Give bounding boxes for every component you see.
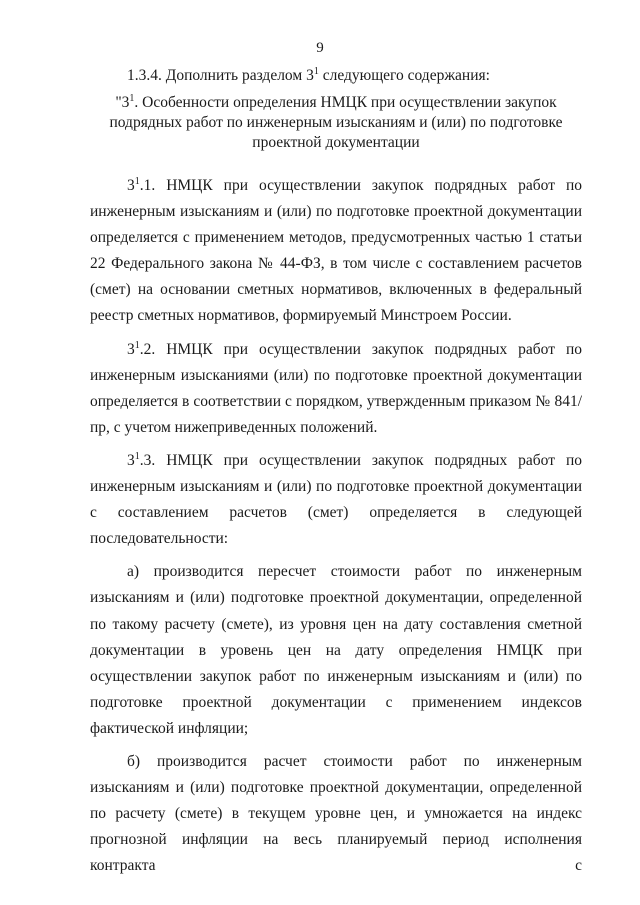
- intro-prefix: 1.3.4. Дополнить разделом 3: [127, 67, 314, 84]
- paragraph-superscript: 1: [134, 339, 140, 351]
- paragraph-text: .2. НМЦК при осуществлении закупок подрядных работ по инженерным изысканиями (или) по подготовке проектной документации определяется в соответствии с порядком, утвержденным приказом № 841/пр, с учетом нижеприведенных положений.: [90, 340, 582, 436]
- paragraph-text: .1. НМЦК при осуществлении закупок подрядных работ по инженерным изысканиям и (или) по подготовке проектной документации определяется с применением методов, предусмотренных частью 1 статьи 22 Федерального закона № 44-ФЗ, в том числе с составлением расчетов (смет) на основании сметных нормативов, включенных в федеральный реестр сметных нормативов, формируемый Минстроем России.: [90, 177, 582, 325]
- paragraph-number: 3: [127, 177, 135, 194]
- heading-prefix: "3: [115, 94, 130, 111]
- section-heading: [90, 93, 582, 153]
- paragraph-superscript: 1: [134, 450, 140, 462]
- paragraph-3-1-2: [90, 337, 582, 441]
- paragraph-text: .3. НМЦК при осуществлении закупок подрядных работ по инженерным изысканиям и (или) по подготовке проектной документации с составлением расчетов (смет) определяется в следующей последовательности:: [90, 451, 582, 548]
- paragraph-3-1-3: [90, 448, 582, 552]
- intro-suffix: следующего содержания:: [318, 67, 490, 84]
- paragraph-superscript: 1: [134, 176, 140, 187]
- page-number: 9: [316, 40, 324, 56]
- paragraph-item-a: а) производится пересчет стоимости работ по инженерным изысканиям и (или) подготовке проектной документации, определенной по такому расчету (смете), из уровня цен на дату составления сметной документации в уровень цен на дату определения НМЦК при осуществлении закупок работ по инженерным изысканиям и (или) по подготовке проектной документации с применением индексов фактической инфляции;: [90, 563, 582, 737]
- heading-superscript: 1: [129, 93, 135, 104]
- paragraph-number: 3: [127, 451, 135, 469]
- intro-superscript: 1: [313, 66, 319, 77]
- page-content: [90, 66, 582, 879]
- intro-line: [90, 66, 582, 86]
- paragraph-item-b: б) производится расчет стоимости работ по инженерным изысканиям и (или) подготовке проектной документации, определенной по расчету (смете) в текущем уровне цен, и умножается на индекс прогнозной инфляции на весь планируемый период исполнения контракта с: [90, 752, 582, 875]
- paragraph-number: 3: [127, 340, 135, 358]
- paragraph-3-1-1: [90, 173, 582, 330]
- heading-text: . Особенности определения НМЦК при осуществлении закупок подрядных работ по инженерным изысканиям и (или) по подготовке проектной документации: [109, 94, 563, 151]
